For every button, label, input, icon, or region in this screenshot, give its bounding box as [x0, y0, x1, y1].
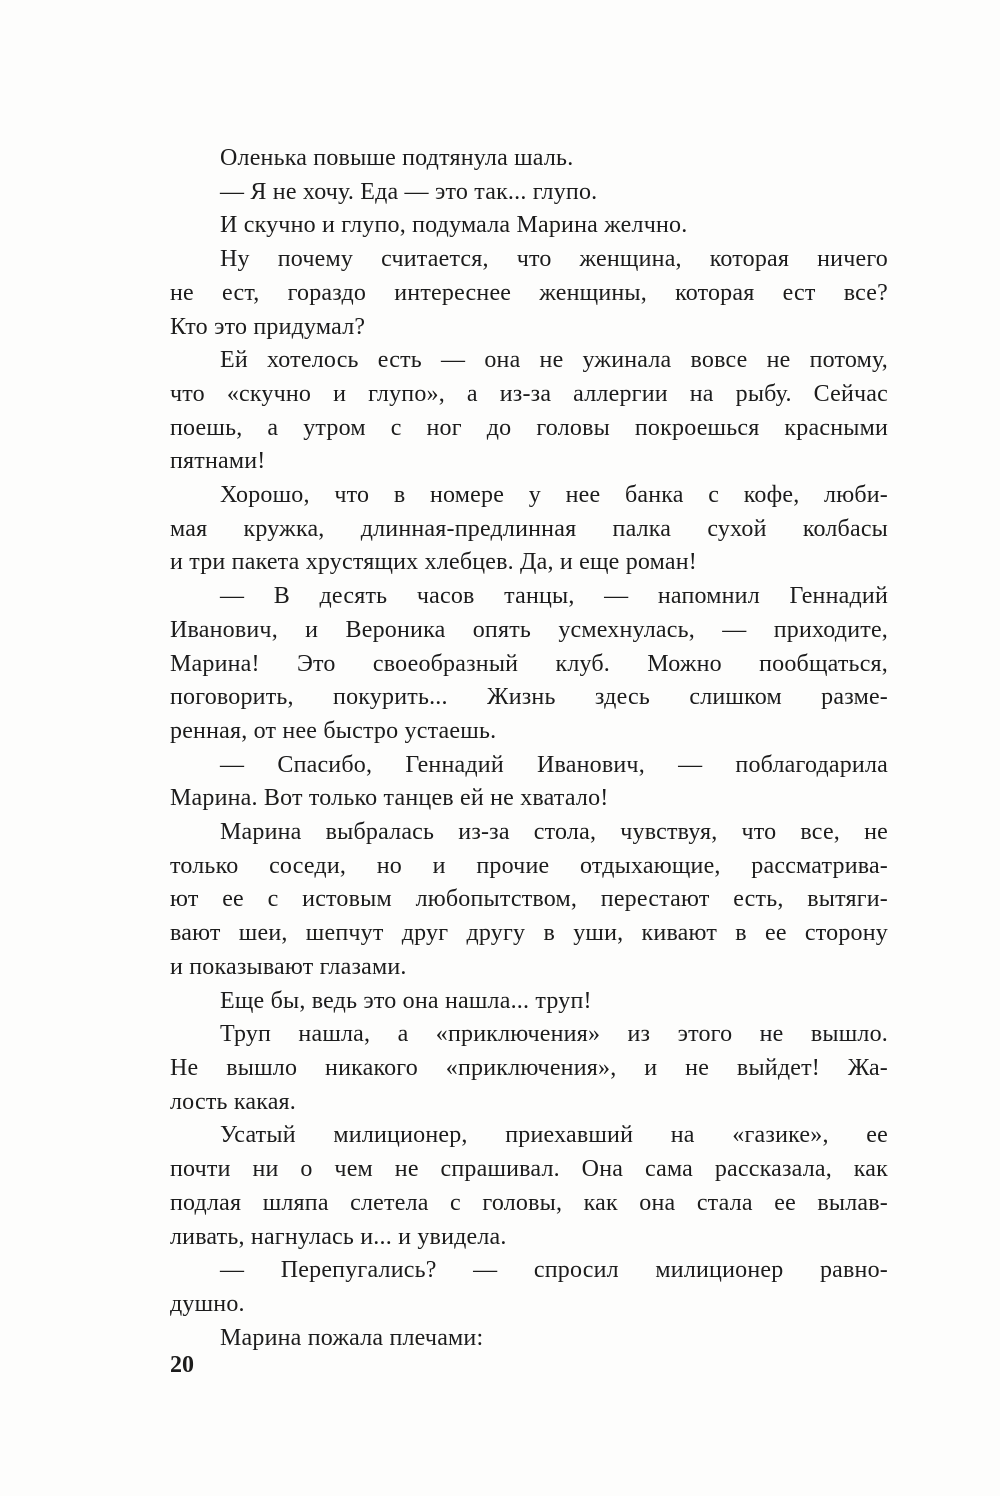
text-line: что «скучно и глупо», а из-за аллергии на рыбу. Сейчас: [170, 380, 888, 407]
text-line: — Спасибо, Геннадий Иванович, — поблагодарила: [220, 751, 888, 778]
text-line: поговорить, покурить... Жизнь здесь слишком разме-: [170, 684, 888, 711]
text-line: и три пакета хрустящих хлебцев. Да, и еще роман!: [170, 549, 697, 576]
text-line: Не вышло никакого «приключения», и не выйдет! Жа-: [170, 1054, 888, 1081]
text-line: лость какая.: [170, 1088, 296, 1115]
text-line: Ей хотелось есть — она не ужинала вовсе не потому,: [220, 347, 888, 374]
text-line: Ну почему считается, что женщина, которая ничего: [220, 246, 888, 273]
text-line: и показывают глазами.: [170, 953, 407, 980]
text-line: только соседи, но и прочие отдыхающие, рассматрива-: [170, 852, 888, 879]
text-line: подлая шляпа слетела с головы, как она стала ее вылав-: [170, 1189, 888, 1216]
text-line: Кто это придумал?: [170, 313, 366, 340]
text-line: Оленька повыше подтянула шаль.: [220, 145, 574, 171]
text-line: Иванович, и Вероника опять усмехнулась, — приходите,: [170, 616, 888, 643]
text-block: [170, 142, 888, 1355]
text-line: мая кружка, длинная-предлинная палка сухой колбасы: [170, 515, 888, 542]
text-line: поешь, а утром с ног до головы покроешься красными: [170, 414, 888, 441]
text-line: Еще бы, ведь это она нашла... труп!: [220, 987, 592, 1014]
text-line: — В десять часов танцы, — напомнил Геннадий: [220, 583, 888, 610]
text-line: ют ее с истовым любопытством, перестают есть, вытяги-: [170, 886, 888, 913]
text-line: Марина! Это своеобразный клуб. Можно пообщаться,: [170, 650, 888, 677]
text-line: Марина. Вот только танцев ей не хватало!: [170, 785, 609, 812]
text-line: Усатый милиционер, приехавший на «газике», ее: [220, 1122, 888, 1149]
text-line: пятнами!: [170, 448, 266, 475]
text-line: ренная, от нее быстро устаешь.: [170, 717, 497, 744]
text-line: душно.: [170, 1290, 245, 1317]
page-number: 20: [170, 1352, 194, 1378]
text-line: Хорошо, что в номере у нее банка с кофе, люби-: [220, 482, 888, 509]
text-line: ливать, нагнулась и... и увидела.: [170, 1223, 507, 1250]
text-line: вают шеи, шепчут друг другу в уши, кивают в ее сторону: [170, 920, 888, 947]
text-line: Марина пожала плечами:: [220, 1324, 484, 1351]
text-line: И скучно и глупо, подумала Марина желчно.: [220, 212, 688, 239]
text-line: Марина выбралась из-за стола, чувствуя, что все, не: [220, 819, 888, 846]
text-line: Труп нашла, а «приключения» из этого не вышло.: [220, 1021, 888, 1048]
text-line: — Перепугались? — спросил милиционер равно-: [220, 1257, 888, 1284]
text-line: почти ни о чем не спрашивал. Она сама рассказала, как: [170, 1156, 888, 1183]
text-line: не ест, гораздо интереснее женщины, которая ест все?: [170, 279, 888, 306]
text-line: — Я не хочу. Еда — это так... глупо.: [220, 178, 598, 205]
